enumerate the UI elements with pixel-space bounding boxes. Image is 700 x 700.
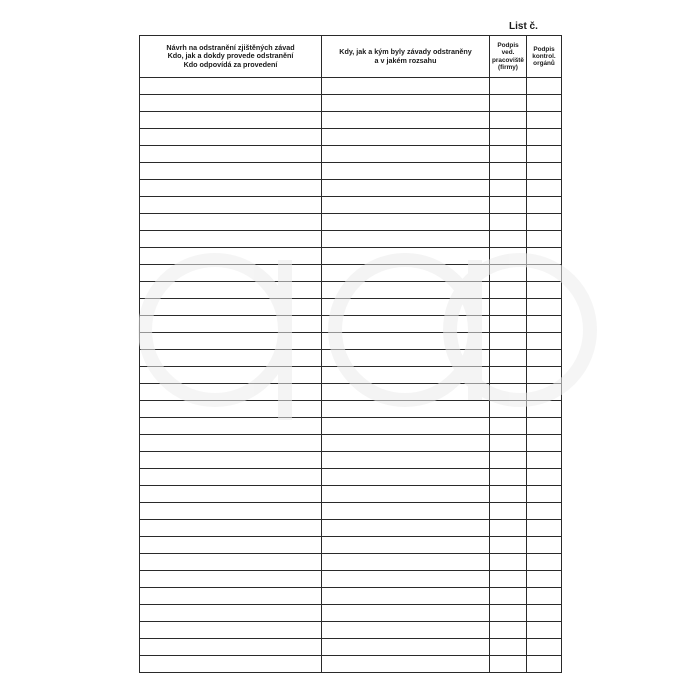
cell-remedy-done <box>322 605 490 622</box>
cell-signature-inspection <box>527 656 562 673</box>
table-row <box>140 112 562 129</box>
table-row <box>140 350 562 367</box>
cell-remedy-proposal <box>140 656 322 673</box>
cell-remedy-proposal <box>140 639 322 656</box>
cell-signature-inspection <box>527 622 562 639</box>
cell-signature-inspection <box>527 486 562 503</box>
cell-signature-inspection <box>527 350 562 367</box>
cell-signature-workplace <box>490 265 527 282</box>
cell-remedy-proposal <box>140 554 322 571</box>
cell-remedy-proposal <box>140 231 322 248</box>
table-row <box>140 214 562 231</box>
cell-signature-inspection <box>527 214 562 231</box>
cell-remedy-proposal <box>140 588 322 605</box>
cell-signature-workplace <box>490 418 527 435</box>
cell-remedy-proposal <box>140 180 322 197</box>
cell-remedy-done <box>322 588 490 605</box>
table-row <box>140 554 562 571</box>
table-row <box>140 571 562 588</box>
cell-remedy-done <box>322 503 490 520</box>
cell-signature-workplace <box>490 129 527 146</box>
cell-signature-inspection <box>527 231 562 248</box>
table-row <box>140 333 562 350</box>
cell-signature-inspection <box>527 367 562 384</box>
table-row <box>140 180 562 197</box>
cell-remedy-proposal <box>140 248 322 265</box>
table-row <box>140 452 562 469</box>
cell-signature-inspection <box>527 248 562 265</box>
cell-remedy-proposal <box>140 520 322 537</box>
table-row <box>140 146 562 163</box>
cell-remedy-done <box>322 452 490 469</box>
table-row <box>140 282 562 299</box>
cell-signature-inspection <box>527 418 562 435</box>
cell-signature-workplace <box>490 571 527 588</box>
cell-remedy-proposal <box>140 316 322 333</box>
cell-signature-workplace <box>490 112 527 129</box>
cell-signature-inspection <box>527 384 562 401</box>
cell-signature-workplace <box>490 469 527 486</box>
cell-signature-inspection <box>527 588 562 605</box>
table-row <box>140 435 562 452</box>
cell-signature-workplace <box>490 367 527 384</box>
cell-remedy-done <box>322 384 490 401</box>
table-row <box>140 231 562 248</box>
cell-signature-workplace <box>490 486 527 503</box>
cell-remedy-done <box>322 435 490 452</box>
table-row <box>140 656 562 673</box>
cell-remedy-done <box>322 129 490 146</box>
table-row <box>140 537 562 554</box>
cell-remedy-proposal <box>140 452 322 469</box>
cell-remedy-proposal <box>140 605 322 622</box>
cell-remedy-done <box>322 248 490 265</box>
cell-remedy-done <box>322 316 490 333</box>
cell-signature-inspection <box>527 282 562 299</box>
cell-signature-inspection <box>527 95 562 112</box>
cell-remedy-done <box>322 180 490 197</box>
cell-signature-workplace <box>490 588 527 605</box>
cell-remedy-done <box>322 112 490 129</box>
cell-signature-inspection <box>527 112 562 129</box>
table-row <box>140 78 562 95</box>
cell-remedy-proposal <box>140 95 322 112</box>
cell-remedy-proposal <box>140 299 322 316</box>
cell-remedy-done <box>322 486 490 503</box>
cell-remedy-proposal <box>140 469 322 486</box>
table-row <box>140 265 562 282</box>
table-header-row <box>140 36 562 78</box>
table-row <box>140 622 562 639</box>
table-row <box>140 418 562 435</box>
cell-remedy-proposal <box>140 367 322 384</box>
cell-signature-inspection <box>527 520 562 537</box>
cell-signature-inspection <box>527 265 562 282</box>
cell-signature-workplace <box>490 163 527 180</box>
defects-table <box>139 35 562 673</box>
table-row <box>140 520 562 537</box>
table-body <box>140 78 562 673</box>
cell-remedy-proposal <box>140 622 322 639</box>
cell-signature-workplace <box>490 282 527 299</box>
cell-remedy-done <box>322 78 490 95</box>
table-row <box>140 503 562 520</box>
cell-signature-inspection <box>527 78 562 95</box>
cell-remedy-proposal <box>140 129 322 146</box>
cell-signature-workplace <box>490 248 527 265</box>
cell-signature-workplace <box>490 197 527 214</box>
table-row <box>140 588 562 605</box>
table-row <box>140 197 562 214</box>
cell-signature-workplace <box>490 95 527 112</box>
cell-remedy-proposal <box>140 384 322 401</box>
cell-remedy-done <box>322 231 490 248</box>
cell-remedy-proposal <box>140 486 322 503</box>
cell-signature-inspection <box>527 571 562 588</box>
cell-remedy-done <box>322 146 490 163</box>
table-row <box>140 401 562 418</box>
cell-signature-inspection <box>527 537 562 554</box>
cell-signature-inspection <box>527 401 562 418</box>
table-row <box>140 367 562 384</box>
header-signature-inspection: Podpis kontrol. orgánů <box>527 36 562 78</box>
cell-remedy-proposal <box>140 78 322 95</box>
cell-signature-workplace <box>490 452 527 469</box>
cell-signature-inspection <box>527 452 562 469</box>
cell-signature-workplace <box>490 214 527 231</box>
table-row <box>140 384 562 401</box>
cell-remedy-done <box>322 639 490 656</box>
cell-signature-workplace <box>490 333 527 350</box>
cell-signature-inspection <box>527 163 562 180</box>
cell-signature-inspection <box>527 639 562 656</box>
table-row <box>140 486 562 503</box>
cell-remedy-proposal <box>140 282 322 299</box>
cell-remedy-proposal <box>140 537 322 554</box>
cell-remedy-proposal <box>140 350 322 367</box>
sheet-number-label: List č. <box>509 21 538 32</box>
cell-signature-inspection <box>527 146 562 163</box>
cell-remedy-proposal <box>140 435 322 452</box>
cell-remedy-proposal <box>140 418 322 435</box>
table-row <box>140 129 562 146</box>
cell-remedy-proposal <box>140 333 322 350</box>
cell-signature-inspection <box>527 503 562 520</box>
cell-signature-workplace <box>490 503 527 520</box>
cell-signature-workplace <box>490 78 527 95</box>
cell-signature-workplace <box>490 384 527 401</box>
cell-remedy-done <box>322 520 490 537</box>
cell-remedy-done <box>322 656 490 673</box>
cell-signature-workplace <box>490 537 527 554</box>
header-signature-workplace: Podpis ved. pracoviště (firmy) <box>490 36 527 78</box>
cell-remedy-proposal <box>140 265 322 282</box>
cell-remedy-done <box>322 333 490 350</box>
cell-signature-inspection <box>527 554 562 571</box>
cell-remedy-done <box>322 197 490 214</box>
cell-signature-inspection <box>527 333 562 350</box>
table-row <box>140 639 562 656</box>
cell-remedy-done <box>322 163 490 180</box>
cell-signature-workplace <box>490 639 527 656</box>
table-row <box>140 299 562 316</box>
cell-signature-inspection <box>527 197 562 214</box>
header-remedy-done: Kdy, jak a kým byly závady odstraněny a v jakém rozsahu <box>322 36 490 78</box>
cell-signature-workplace <box>490 316 527 333</box>
cell-remedy-done <box>322 299 490 316</box>
cell-remedy-done <box>322 350 490 367</box>
cell-remedy-done <box>322 469 490 486</box>
cell-signature-inspection <box>527 129 562 146</box>
cell-signature-inspection <box>527 316 562 333</box>
cell-remedy-proposal <box>140 163 322 180</box>
cell-signature-workplace <box>490 622 527 639</box>
cell-signature-workplace <box>490 146 527 163</box>
cell-signature-workplace <box>490 401 527 418</box>
table-row <box>140 95 562 112</box>
table-row <box>140 248 562 265</box>
cell-signature-workplace <box>490 231 527 248</box>
cell-remedy-proposal <box>140 146 322 163</box>
table-row <box>140 469 562 486</box>
cell-remedy-proposal <box>140 214 322 231</box>
cell-remedy-done <box>322 214 490 231</box>
cell-remedy-done <box>322 622 490 639</box>
cell-remedy-done <box>322 554 490 571</box>
cell-remedy-done <box>322 367 490 384</box>
cell-signature-workplace <box>490 520 527 537</box>
cell-remedy-done <box>322 418 490 435</box>
cell-signature-workplace <box>490 605 527 622</box>
cell-remedy-done <box>322 282 490 299</box>
cell-signature-inspection <box>527 605 562 622</box>
cell-remedy-proposal <box>140 503 322 520</box>
cell-remedy-done <box>322 95 490 112</box>
cell-signature-workplace <box>490 180 527 197</box>
cell-signature-inspection <box>527 299 562 316</box>
cell-signature-workplace <box>490 435 527 452</box>
table-row <box>140 163 562 180</box>
header-remedy-proposal: Návrh na odstranění zjištěných závad Kdo, jak a dokdy provede odstranění Kdo odpovídá za provedení <box>140 36 322 78</box>
cell-signature-workplace <box>490 299 527 316</box>
cell-remedy-done <box>322 265 490 282</box>
cell-signature-inspection <box>527 180 562 197</box>
table-row <box>140 316 562 333</box>
cell-remedy-done <box>322 571 490 588</box>
cell-remedy-proposal <box>140 571 322 588</box>
cell-signature-workplace <box>490 656 527 673</box>
cell-remedy-proposal <box>140 401 322 418</box>
cell-remedy-done <box>322 537 490 554</box>
cell-signature-workplace <box>490 554 527 571</box>
cell-signature-inspection <box>527 469 562 486</box>
table-row <box>140 605 562 622</box>
cell-remedy-proposal <box>140 112 322 129</box>
cell-remedy-done <box>322 401 490 418</box>
cell-signature-inspection <box>527 435 562 452</box>
cell-signature-workplace <box>490 350 527 367</box>
cell-remedy-proposal <box>140 197 322 214</box>
